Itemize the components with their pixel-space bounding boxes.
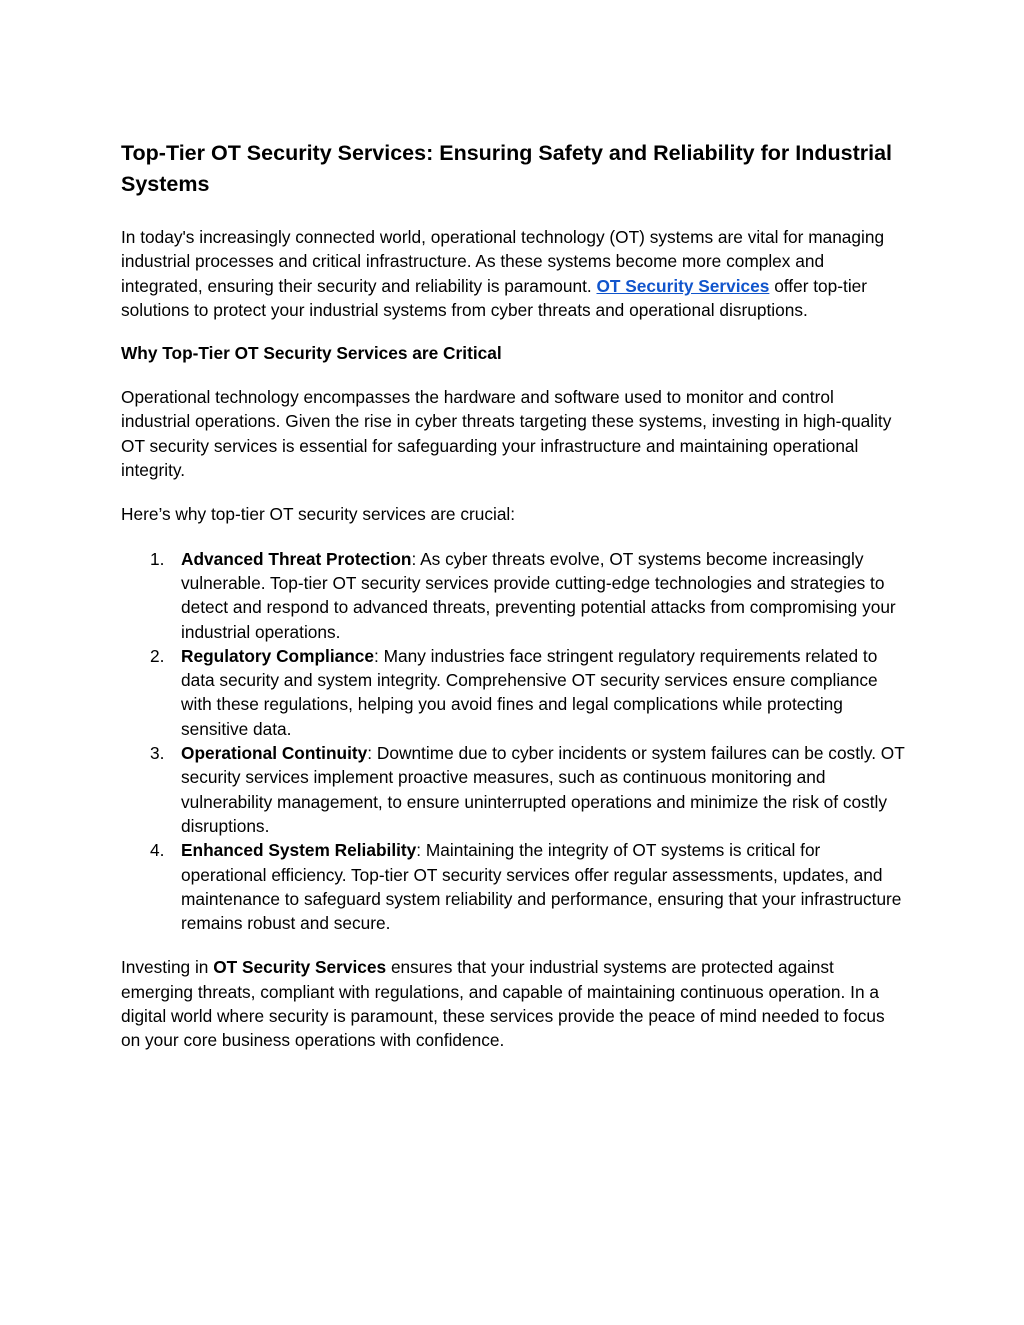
section-heading: Why Top-Tier OT Security Services are Critical: [121, 343, 502, 364]
reasons-list: [121, 547, 905, 936]
list-item-number: 4.: [150, 840, 165, 861]
list-item: [121, 741, 905, 838]
list-item: [121, 644, 905, 741]
list-item-text: : As cyber threats evolve, OT systems become increasingly vulnerable. Top-tier OT security services provide cutting-edge technologies and strategies to detect and respond to advanced threats, preventing potential attacks from compromising your industrial operations.: [181, 548, 896, 642]
closing-paragraph: [121, 955, 905, 1052]
ot-security-services-link[interactable]: OT Security Services: [596, 275, 770, 296]
intro-text-before-link: In today's increasingly connected world, operational technology (OT) systems are vital for managing industrial processes and critical infrastructure. As these systems become more complex and integrated, ensuring their security and reliability is paramount.: [121, 227, 885, 296]
list-item: [121, 547, 905, 644]
list-item-number: 1.: [150, 548, 165, 569]
intro-paragraph: [121, 225, 905, 322]
list-item-text: : Many industries face stringent regulatory requirements related to data security and system integrity. Comprehensive OT security services ensure compliance with these regulations, helping you avoid fines and legal complications while protecting sensitive data.: [181, 645, 878, 739]
document-title: Top-Tier OT Security Services: Ensuring Safety and Reliability for Industrial Systems: [121, 141, 892, 196]
document-page: [121, 138, 905, 1053]
list-item-number: 2.: [150, 645, 165, 666]
list-item-text: : Downtime due to cyber incidents or system failures can be costly. OT security services implement proactive measures, such as continuous monitoring and vulnerability management, to ensure uninterrupted operations and minimize the risk of costly disruptions.: [181, 743, 905, 836]
list-item-term: Enhanced System Reliability: [181, 840, 417, 861]
list-item-text: : Maintaining the integrity of OT systems is critical for operational efficiency. Top-tier OT security services offer regular assessments, updates, and maintenance to safeguard system reliability and performance, ensuring that your infrastructure remains robust and secure.: [181, 840, 902, 934]
list-item-term: Advanced Threat Protection: [181, 548, 412, 569]
closing-bold-term: OT Security Services: [213, 957, 387, 978]
intro-text-after-link: offer top-tier solutions to protect your industrial systems from cyber threats and operational disruptions.: [121, 275, 868, 320]
body-paragraph-overview: Operational technology encompasses the hardware and software used to monitor and control industrial operations. Given the rise in cyber threats targeting these systems, investing in high-quality OT security services is essential for safeguarding your infrastructure and maintaining operational integrity.: [121, 387, 892, 481]
list-item-term: Regulatory Compliance: [181, 645, 375, 666]
list-item-number: 3.: [150, 743, 165, 764]
list-item: [121, 838, 905, 935]
list-item-term: Operational Continuity: [181, 743, 368, 764]
body-paragraph-lead-in: Here’s why top-tier OT security services are crucial:: [121, 504, 516, 525]
closing-text-before-bold: Investing in: [121, 957, 214, 978]
closing-text-after-bold: ensures that your industrial systems are protected against emerging threats, compliant with regulations, and capable of maintaining continuous operation. In a digital world where security is paramount, these services provide the peace of mind needed to focus on your core business operations with confidence.: [121, 957, 885, 1051]
